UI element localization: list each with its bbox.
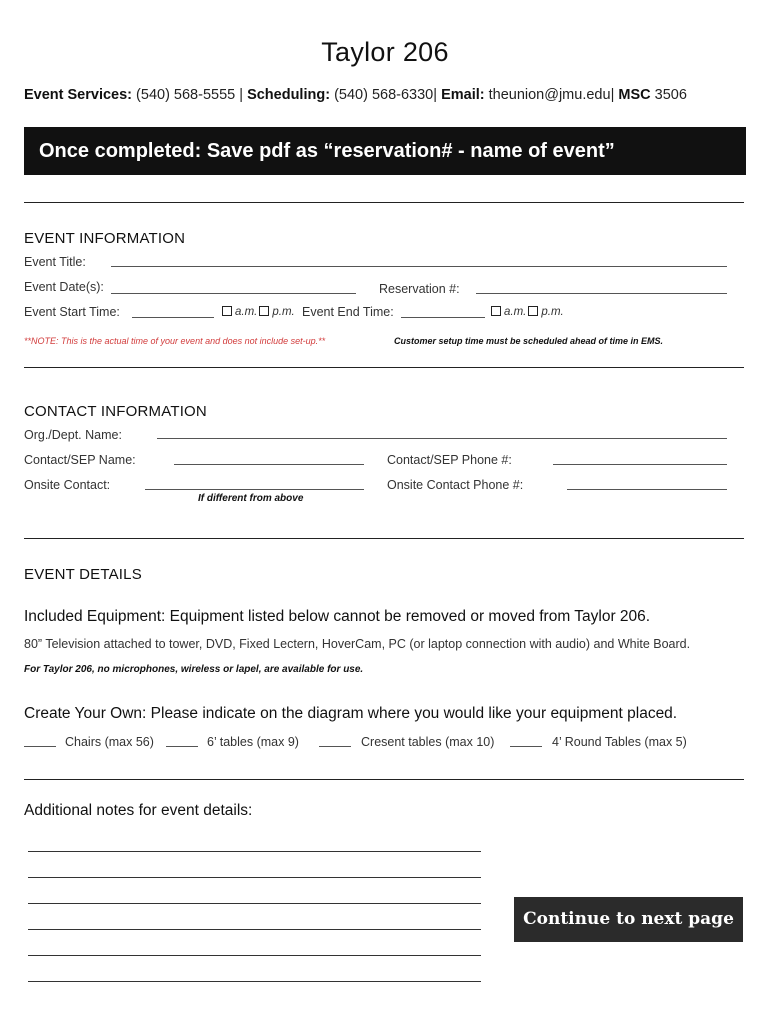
crescent-tables-quantity-field[interactable] [319, 746, 351, 747]
contact-name-label: Contact/SEP Name: [24, 453, 136, 467]
section-divider [24, 367, 744, 368]
notes-line[interactable] [28, 929, 481, 930]
am-label: a.m. [504, 306, 527, 318]
email-address: theunion@jmu.edu [488, 87, 611, 103]
notes-line[interactable] [28, 903, 481, 904]
event-title-label: Event Title: [24, 255, 86, 269]
start-time-label: Event Start Time: [24, 305, 120, 319]
onsite-phone-label: Onsite Contact Phone #: [387, 478, 524, 492]
reservation-label: Reservation #: [379, 282, 460, 296]
reservation-number-field[interactable] [476, 293, 727, 294]
contact-info-bar [24, 87, 687, 103]
included-equipment-list: 80” Television attached to tower, DVD, Fixed Lectern, HoverCam, PC (or laptop connection with audio) and White Board. [24, 637, 691, 651]
start-am-checkbox[interactable] [222, 306, 232, 316]
onsite-contact-label: Onsite Contact: [24, 478, 111, 492]
notes-line[interactable] [28, 955, 481, 956]
event-dates-field[interactable] [111, 293, 356, 294]
page-title: Taylor 206 [321, 37, 449, 67]
onsite-contact-hint: If different from above [198, 493, 304, 504]
event-details-heading: EVENT DETAILS [24, 566, 142, 583]
crescent-tables-label: Cresent tables (max 10) [361, 735, 495, 749]
org-name-label: Org./Dept. Name: [24, 428, 122, 442]
included-equipment-heading: Included Equipment: Equipment listed below cannot be removed or moved from Taylor 206. [24, 608, 651, 625]
separator: | [433, 87, 438, 103]
msc-number: 3506 [654, 87, 687, 103]
event-information-heading: EVENT INFORMATION [24, 230, 186, 247]
event-services-phone: (540) 568-5555 [136, 87, 236, 103]
round-tables-label: 4’ Round Tables (max 5) [552, 735, 687, 749]
time-note: **NOTE: This is the actual time of your event and does not include set-up.** [24, 336, 326, 346]
contact-phone-field[interactable] [553, 464, 727, 465]
end-ampm-group [491, 306, 564, 318]
instruction-banner: Once completed: Save pdf as “reservation# - name of event” [24, 127, 746, 175]
continue-to-next-page-button[interactable]: Continue to next page [514, 897, 743, 942]
notes-line[interactable] [28, 877, 481, 878]
pm-label: p.m. [272, 306, 295, 318]
event-services-label: Event Services: [24, 87, 133, 103]
contact-information-heading: CONTACT INFORMATION [24, 403, 207, 420]
scheduling-label: Scheduling: [247, 87, 331, 103]
event-title-field[interactable] [111, 266, 727, 267]
section-divider [24, 538, 744, 539]
end-pm-checkbox[interactable] [528, 306, 538, 316]
org-name-field[interactable] [157, 438, 727, 439]
six-foot-tables-quantity-field[interactable] [166, 746, 198, 747]
chairs-quantity-field[interactable] [24, 746, 56, 747]
email-label: Email: [441, 87, 485, 103]
separator: | [610, 87, 615, 103]
setup-note: Customer setup time must be scheduled ahead of time in EMS. [394, 336, 664, 346]
microphone-note: For Taylor 206, no microphones, wireless or lapel, are available for use. [24, 664, 364, 675]
onsite-phone-field[interactable] [567, 489, 727, 490]
start-time-field[interactable] [132, 317, 214, 318]
notes-line[interactable] [28, 851, 481, 852]
additional-notes-heading: Additional notes for event details: [24, 802, 253, 819]
contact-phone-label: Contact/SEP Phone #: [387, 453, 512, 467]
start-pm-checkbox[interactable] [259, 306, 269, 316]
contact-name-field[interactable] [174, 464, 364, 465]
separator: | [239, 87, 244, 103]
section-divider [24, 779, 744, 780]
am-label: a.m. [235, 306, 258, 318]
chairs-label: Chairs (max 56) [65, 735, 154, 749]
round-tables-quantity-field[interactable] [510, 746, 542, 747]
scheduling-phone: (540) 568-6330 [334, 87, 434, 103]
event-dates-label: Event Date(s): [24, 280, 104, 294]
end-time-label: Event End Time: [302, 305, 394, 319]
pm-label: p.m. [541, 306, 564, 318]
onsite-contact-field[interactable] [145, 489, 364, 490]
six-foot-tables-label: 6’ tables (max 9) [207, 735, 299, 749]
notes-line[interactable] [28, 981, 481, 982]
end-time-field[interactable] [401, 317, 485, 318]
end-am-checkbox[interactable] [491, 306, 501, 316]
section-divider [24, 202, 744, 203]
start-ampm-group [222, 306, 295, 318]
msc-label: MSC [618, 87, 651, 103]
create-your-own-heading: Create Your Own: Please indicate on the diagram where you would like your equipment placed. [24, 705, 678, 722]
